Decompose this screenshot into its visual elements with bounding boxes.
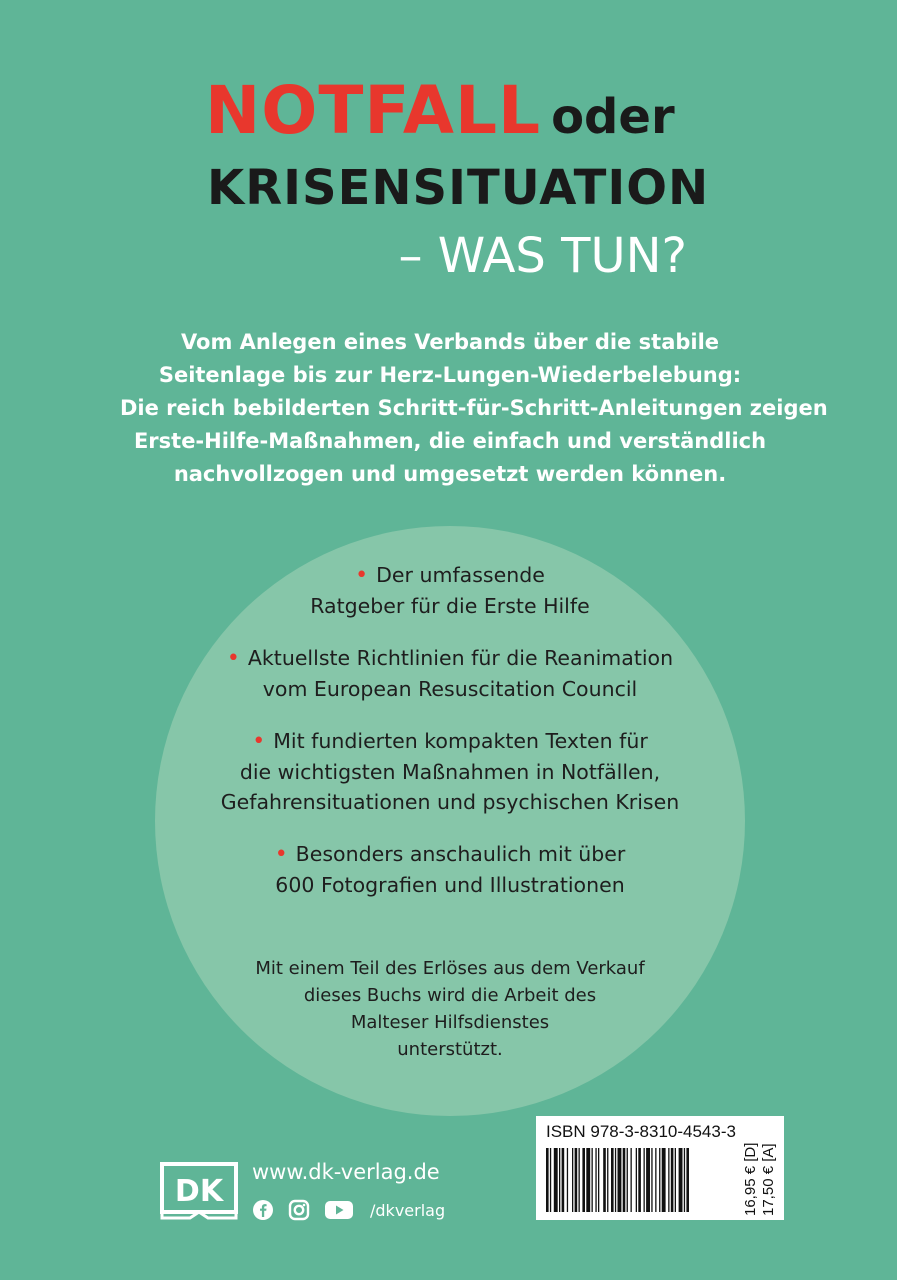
social-links [252,1198,445,1222]
feature-item [155,726,745,817]
intro-line: Erste-Hilfe-Maßnahmen, die einfach und verständlich [133,429,767,453]
bullet-dot-icon: • [252,729,266,754]
intro-line: Seitenlage bis zur Herz-Lungen-Wiederbelebung: [158,363,742,387]
feature-list [155,560,745,922]
donation-line: Mit einem Teil des Erlöses aus dem Verkauf [255,958,645,979]
barcode-bar [684,1148,685,1212]
barcode-bar [662,1148,666,1212]
barcode-bar [623,1148,626,1212]
instagram-icon[interactable] [288,1199,310,1221]
barcode-bar [618,1148,622,1212]
intro-line: Vom Anlegen eines Verbands über die stabile [180,330,720,354]
price-block [742,1124,778,1216]
barcode-bar [582,1148,585,1212]
donation-line: unterstützt. [397,1039,503,1060]
publisher-url[interactable]: www.dk-verlag.de [252,1160,440,1184]
barcode-box [536,1116,784,1220]
feature-item [155,560,745,621]
dk-logo-text: DK [174,1174,224,1209]
feature-line: Aktuellste Richtlinien für die Reanimation [247,646,674,670]
headline-oder: oder [551,89,675,145]
barcode-bar [631,1148,632,1212]
barcode-bar [546,1148,549,1212]
donation-line: dieses Buchs wird die Arbeit des [303,985,597,1006]
barcode-bar [586,1148,590,1212]
facebook-icon[interactable] [252,1199,274,1221]
feature-line: vom European Resuscitation Council [262,677,638,701]
headline-line-1 [205,72,675,149]
barcode-bar [579,1148,580,1212]
barcode-bar [668,1148,669,1212]
headline-notfall: NOTFALL [205,72,542,149]
feature-line: Besonders anschaulich mit über [295,842,626,866]
barcode-bar [659,1148,660,1212]
bullet-dot-icon: • [226,646,240,671]
youtube-icon[interactable] [324,1199,354,1221]
feature-line: Gefahrensituationen und psychischen Krisen [220,790,680,814]
barcode-bar [686,1148,689,1212]
barcode-bar [679,1148,683,1212]
barcode-bar [636,1148,637,1212]
barcode-bar [655,1148,656,1212]
barcode-bar [598,1148,599,1212]
barcode-bar [644,1148,645,1212]
barcode-icon [546,1148,734,1212]
intro-paragraph [120,326,828,491]
price-germany: 16,95 € [D] [742,1142,759,1216]
dk-logo [160,1162,238,1220]
headline-line-3: – WAS TUN? [398,228,687,284]
barcode-bar [671,1148,674,1212]
feature-line: 600 Fotografien und Illustrationen [275,873,625,897]
barcode-bar [603,1148,606,1212]
barcode-bar [611,1148,614,1212]
isbn-label: ISBN 978-3-8310-4543-3 [546,1122,736,1141]
donation-note [155,955,745,1063]
intro-line: Die reich bebilderten Schritt-für-Schritt-Anleitungen zeigen [120,396,828,420]
feature-line: Der umfassende [376,563,545,587]
feature-line: die wichtigsten Maßnahmen in Notfällen, [239,760,661,784]
barcode-bar [651,1148,652,1212]
barcode-bar [607,1148,608,1212]
donation-line: Malteser Hilfsdienstes [350,1012,550,1033]
feature-line: Mit fundierten kompakten Texten für [273,729,648,753]
feature-item [155,839,745,900]
feature-item [155,643,745,704]
barcode-bar [572,1148,573,1212]
barcode-bar [562,1148,565,1212]
social-handle[interactable]: /dkverlag [370,1200,446,1220]
barcode-bar [638,1148,641,1212]
barcode-bar [575,1148,578,1212]
barcode-bar [554,1148,558,1212]
barcode-bar [559,1148,560,1212]
barcode-bar [646,1148,650,1212]
barcode-bar [567,1148,568,1212]
bullet-dot-icon: • [274,842,288,867]
barcode-bar [550,1148,551,1212]
intro-line: nachvollzogen und umgesetzt werden können. [173,462,727,486]
barcode-bar [595,1148,596,1212]
barcode-bar [592,1148,593,1212]
bullet-dot-icon: • [355,563,369,588]
barcode-bar [675,1148,676,1212]
feature-line: Ratgeber für die Erste Hilfe [310,594,590,618]
barcode-bar [627,1148,628,1212]
barcode-bar [615,1148,616,1212]
headline-line-2: KRISENSITUATION [207,160,710,216]
price-austria: 17,50 € [A] [760,1143,777,1216]
